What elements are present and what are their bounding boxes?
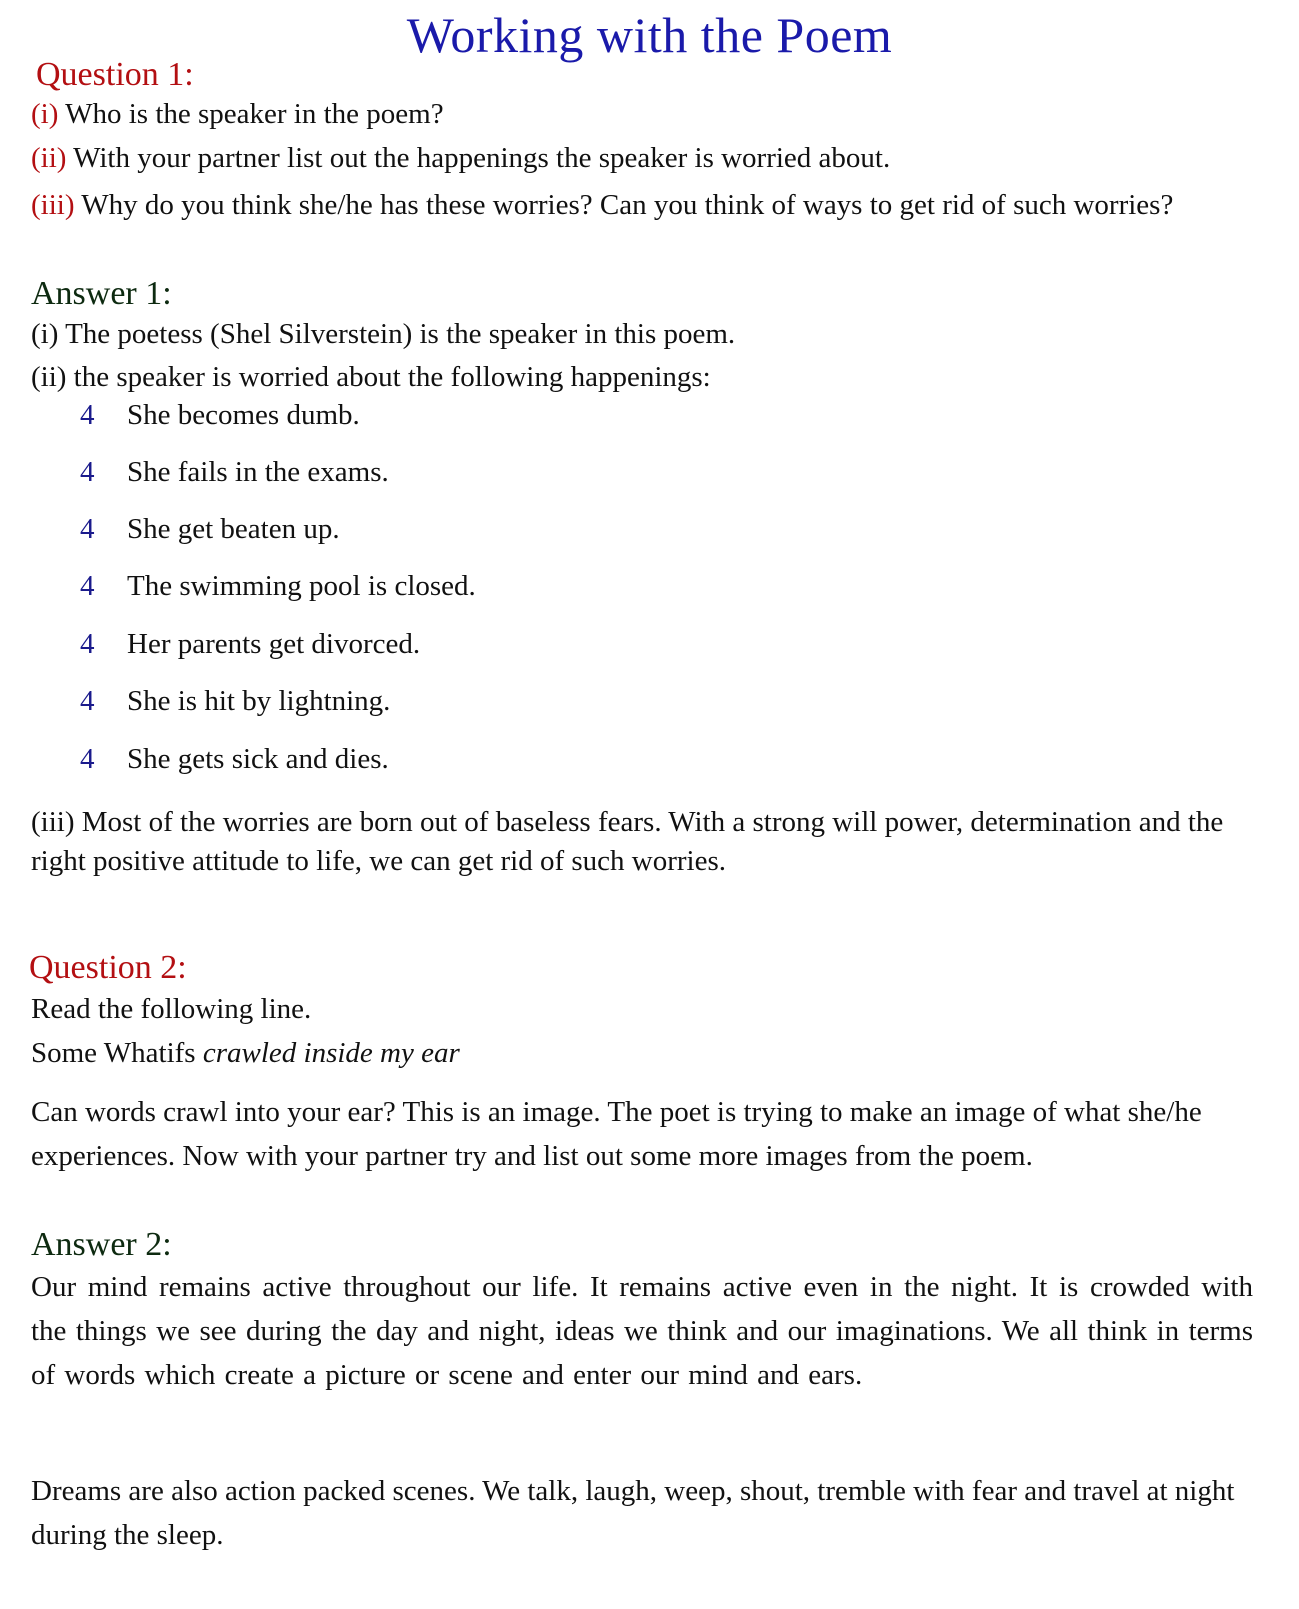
question-2-heading: Question 2: [29,949,187,986]
item-number: (iii) [31,189,75,221]
answer-2-paragraph-2: Dreams are also action packed scenes. We talk, laugh, weep, shout, tremble with fear and travel at night during the sleep. [31,1475,1235,1551]
bullet-icon: 4 [80,399,95,431]
question-2-instruction: Read the following line. [31,993,312,1025]
item-number: (ii) [31,142,67,174]
worry-text: Her parents get divorced. [127,628,421,660]
bullet-icon: 4 [80,743,95,775]
question-2-quote [31,1037,460,1070]
question-1-item-ii [31,142,890,175]
bullet-icon: 4 [80,685,95,717]
worry-list-item [80,628,420,661]
worry-list-item [80,456,389,489]
worry-text: She gets sick and dies. [127,743,389,775]
worry-list-item [80,399,360,432]
question-1-item-iii [31,183,1253,227]
bullet-icon: 4 [80,513,95,545]
worry-text: She fails in the exams. [127,456,389,488]
worry-text: She is hit by lightning. [127,685,391,717]
item-text: Why do you think she/he has these worries? Can you think of ways to get rid of such worries? [74,189,1174,221]
answer-1-part-iii: (iii) Most of the worries are born out of baseless fears. With a strong will power, determination and the right positive attitude to life, we can get rid of such worries. [31,806,1224,877]
quote-text: Some Whatifs [31,1037,203,1069]
page-title: Working with the Poem [406,7,893,63]
answer-2-heading: Answer 2: [31,1226,172,1263]
item-text: With your partner list out the happenings the speaker is worried about. [66,142,891,174]
answer-1-part-ii: (ii) the speaker is worried about the following happenings: [31,361,711,393]
worry-text: She becomes dumb. [127,399,360,431]
worry-text: The swimming pool is closed. [127,570,476,602]
question-2-body: Can words crawl into your ear? This is an image. The poet is trying to make an image of what she/he experiences. Now with your partner try and list out some more images from the poem. [31,1096,1202,1172]
question-1-heading: Question 1: [36,56,194,93]
answer-1-heading: Answer 1: [31,275,172,312]
item-number: (i) [31,98,59,130]
bullet-icon: 4 [80,456,95,488]
quote-italic-text: crawled inside my ear [202,1037,460,1069]
worry-list-item [80,513,340,546]
item-text: Who is the speaker in the poem? [58,98,444,130]
bullet-icon: 4 [80,570,95,602]
worry-list-item [80,570,476,603]
answer-2-paragraph-1: Our mind remains active throughout our life. It remains active even in the night. It is crowded with the things we see during the day and night, ideas we think and our imaginations. We all think in terms of words which create a picture or scene and enter our mind and ears. [31,1271,1253,1391]
question-1-item-i [31,98,444,131]
answer-1-part-i: (i) The poetess (Shel Silverstein) is the speaker in this poem. [31,318,736,350]
worry-text: She get beaten up. [127,513,340,545]
bullet-icon: 4 [80,628,95,660]
worry-list-item [80,743,389,776]
worry-list-item [80,685,390,718]
